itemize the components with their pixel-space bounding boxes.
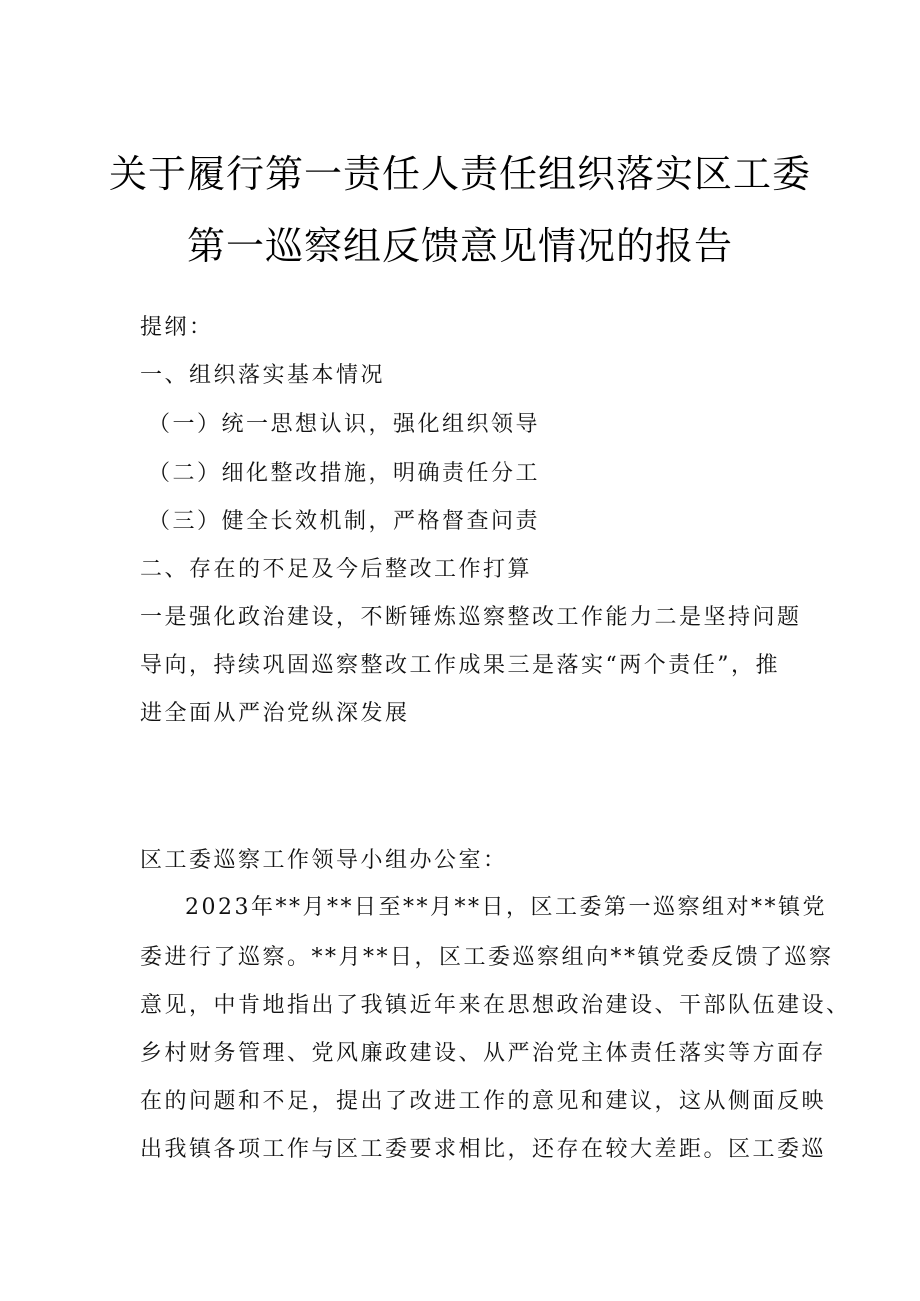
- body-line-4: 乡村财务管理、党风廉政建设、从严治党主体责任落实等方面存: [140, 1041, 827, 1066]
- body-line-5: 在的问题和不足，提出了改进工作的意见和建议，这从侧面反映: [140, 1089, 827, 1114]
- outline-label: 提纲：: [140, 315, 214, 340]
- outline-summary-line-3: 进全面从严治党纵深发展: [140, 701, 410, 726]
- outline-summary-line-1: 一是强化政治建设，不断锤炼巡察整改工作能力二是坚持问题: [140, 605, 802, 630]
- document-title-line-2: 第一巡察组反馈意见情况的报告: [186, 224, 733, 268]
- outline-item-3: （三）健全长效机制，严格督查问责: [148, 509, 541, 534]
- outline-summary-line-2: 导向，持续巩固巡察整改工作成果三是落实“两个责任”，推: [140, 653, 780, 678]
- outline-section-2: 二、存在的不足及今后整改工作打算: [140, 557, 533, 582]
- body-line-1: 2023年**月**日至**月**日，区工委第一巡察组对**镇党: [185, 895, 827, 920]
- outline-item-1: （一）统一思想认识，强化组织领导: [148, 412, 541, 437]
- salutation: 区工委巡察工作领导小组办公室：: [140, 848, 508, 873]
- outline-section-1: 一、组织落实基本情况: [140, 363, 386, 388]
- document-title-line-1: 关于履行第一责任人责任组织落实区工委: [108, 152, 811, 196]
- body-line-2: 委进行了巡察。**月**日，区工委巡察组向**镇党委反馈了巡察: [140, 945, 834, 970]
- body-line-3: 意见，中肯地指出了我镇近年来在思想政治建设、干部队伍建设、: [140, 993, 851, 1018]
- outline-item-2: （二）细化整改措施，明确责任分工: [148, 461, 541, 486]
- body-line-6: 出我镇各项工作与区工委要求相比，还存在较大差距。区工委巡: [140, 1137, 827, 1162]
